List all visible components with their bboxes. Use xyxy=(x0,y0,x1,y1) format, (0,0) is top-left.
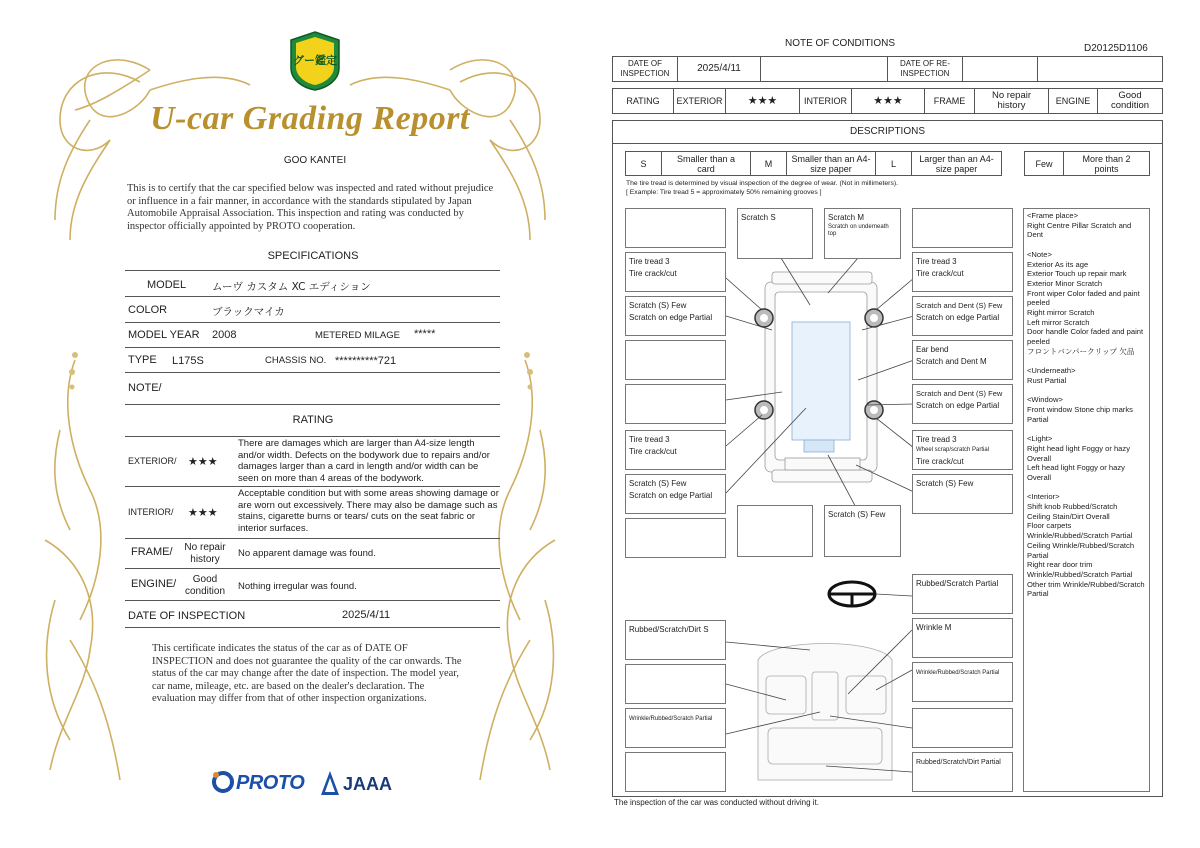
interior-label: INTERIOR/ xyxy=(128,507,174,517)
date-of-inspection-value-cell: 2025/4/11 xyxy=(677,56,761,82)
rating-label-cell: RATING xyxy=(612,88,674,114)
ext-box-left-5 xyxy=(625,430,726,470)
frame-label-cell: FRAME xyxy=(924,88,975,114)
descriptions-heading: DESCRIPTIONS xyxy=(849,126,925,137)
ext-box-left-6-line-2: Scratch on edge Partial xyxy=(629,491,713,500)
model-year-value: 2008 xyxy=(212,329,237,341)
ext-box-right-5 xyxy=(912,430,1013,470)
ext-box-bottom-center xyxy=(824,505,901,557)
type-label: TYPE xyxy=(128,354,157,366)
note-line: Left mirror Scratch xyxy=(1027,317,1090,327)
conditions-panel xyxy=(600,0,1200,848)
note-line: Right head light Foggy or hazy Overall xyxy=(1027,443,1130,463)
legend-s-code: S xyxy=(625,151,662,176)
type-value: L175S xyxy=(172,355,204,367)
exterior-label-cell: EXTERIOR xyxy=(673,88,726,114)
specifications-heading: SPECIFICATIONS xyxy=(267,250,359,262)
tire-note-2: [ Example: Tire tread 5 = approximately 50% remaining grooves ] xyxy=(626,189,822,196)
exterior-stars-cell: ★★★ xyxy=(725,88,800,114)
ext-box-left-2-line-1: Scratch (S) Few xyxy=(629,301,687,310)
note-line xyxy=(1027,483,1146,493)
int-box-right-2-text: Wrinkle M xyxy=(916,623,952,632)
ext-box-left-3 xyxy=(625,340,726,380)
ext-box-right-5-line-1: Tire tread 3 xyxy=(916,435,957,444)
ext-box-top-center-left-text: Scratch S xyxy=(741,213,776,222)
ext-box-right-1 xyxy=(912,252,1013,292)
int-box-right-3-text: Wrinkle/Rubbed/Scratch Partial xyxy=(916,670,1000,676)
metered-mileage-label: METERED MILAGE xyxy=(315,330,400,341)
certificate-footer: This certificate indicates the status of the car as of DATE OF INSPECTION and does not guarantee the quality of the car onwards. The status of the car may change after the date of inspection. The model year, car name, mileage, etc. are based on the dealer's declaration. The evaluation may differ from that of other inspection organizations. xyxy=(152,643,462,705)
conditions-footer: The inspection of the car was conducted without driving it. xyxy=(614,798,819,807)
legend-m-code: M xyxy=(750,151,787,176)
ext-box-right-4-line-2: Scratch on edge Partial xyxy=(916,401,1000,410)
ext-box-right-3-line-1: Ear bend xyxy=(916,345,949,354)
date-of-reinspection-label-cell: DATE OF RE-INSPECTION xyxy=(887,56,963,82)
int-box-right-1-text: Rubbed/Scratch Partial xyxy=(916,579,999,588)
tire-note-1: The tire tread is determined by visual inspection of the degree of wear. (Not in millimeters). xyxy=(626,180,898,187)
note-line: Other trim Wrinkle/Rubbed/Scratch Partial xyxy=(1027,579,1145,599)
ext-box-right-5-line-2: Wheel scrap/scratch Partial xyxy=(916,447,990,453)
ext-box-left-6 xyxy=(625,474,726,514)
ext-box-right-3-line-2: Scratch and Dent M xyxy=(916,357,987,366)
proto-logo-icon xyxy=(212,771,234,793)
ext-box-top-center-left xyxy=(737,208,813,259)
frame-desc: No apparent damage was found. xyxy=(238,548,376,559)
date-blank-cell xyxy=(760,56,888,82)
engine-label: ENGINE/ xyxy=(131,578,177,590)
note-line: フロントバンパークリップ 欠品 xyxy=(1027,346,1135,356)
ext-box-left-5-line-1: Tire tread 3 xyxy=(629,435,670,444)
ext-box-right-3 xyxy=(912,340,1013,380)
note-line xyxy=(1027,240,1146,250)
model-label: MODEL xyxy=(147,279,187,291)
engine-label-cell: ENGINE xyxy=(1048,88,1098,114)
ext-box-top-left xyxy=(625,208,726,248)
date-of-inspection-value: 2025/4/11 xyxy=(342,609,391,621)
note-line: Floor carpets Wrinkle/Rubbed/Scratch Partial xyxy=(1027,521,1133,541)
ext-box-left-1-line-1: Tire tread 3 xyxy=(629,257,670,266)
interior-label-cell: INTERIOR xyxy=(799,88,852,114)
ext-box-left-7 xyxy=(625,518,726,558)
note-line: Exterior Touch up repair mark xyxy=(1027,269,1127,279)
conditions-title: NOTE OF CONDITIONS xyxy=(785,38,895,49)
note-line: Ceiling Stain/Dirt Overall xyxy=(1027,511,1110,521)
note-line xyxy=(1027,386,1146,396)
rating-heading: RATING xyxy=(292,414,334,426)
note-line xyxy=(1027,357,1146,367)
jaaa-logo-icon xyxy=(320,770,340,796)
int-box-left-2 xyxy=(625,664,726,704)
date-of-reinspection-value-cell xyxy=(962,56,1038,82)
legend-s-desc: Smaller than a card xyxy=(661,151,751,176)
int-box-left-1 xyxy=(625,620,726,660)
exterior-desc: There are damages which are larger than A4-size length and/or width. Defects on the bodywork due to repairs and/or damages larger than a card in length and/or width can be seen on more than 4 areas of the bodywork. xyxy=(238,438,490,484)
ext-box-left-5-line-2: Tire crack/cut xyxy=(629,447,677,456)
note-line: Right mirror Scratch xyxy=(1027,308,1095,318)
ext-box-left-2-line-2: Scratch on edge Partial xyxy=(629,313,713,322)
note-line: Left head light Foggy or hazy Overall xyxy=(1027,463,1125,482)
ext-box-left-4 xyxy=(625,384,726,424)
ext-box-bottom-center-left xyxy=(737,505,813,557)
date-of-inspection-label-cell: DATE OF INSPECTION xyxy=(612,56,678,82)
note-line: Right Centre Pillar Scratch and Dent xyxy=(1027,220,1132,240)
color-label: COLOR xyxy=(128,304,168,316)
int-box-left-1-text: Rubbed/Scratch/Dirt S xyxy=(629,625,709,634)
note-line: Exterior As its age xyxy=(1027,259,1089,269)
ext-box-left-1 xyxy=(625,252,726,292)
legend-l-code: L xyxy=(875,151,912,176)
note-line: <Light> xyxy=(1027,434,1053,444)
notes-panel xyxy=(1023,208,1150,792)
certificate-intro: This is to certify that the car specified below was inspected and rated without prejudice or influence in a fair manner, in accordance with the standards stipulated by Japan Automobile Appraisal Association. This inspection and rating was conducted by inspector officially appointed by PROTO cooperation. xyxy=(127,183,494,232)
note-line: <Interior> xyxy=(1027,492,1060,502)
color-value: ブラックマイカ xyxy=(212,306,285,318)
note-line: Front wiper Color faded and paint peeled xyxy=(1027,288,1140,308)
note-line: Shift knob Rubbed/Scratch xyxy=(1027,502,1118,512)
chassis-value: **********721 xyxy=(335,355,397,367)
chassis-label: CHASSIS NO. xyxy=(265,355,327,366)
engine-value: Good condition xyxy=(184,574,226,597)
model-year-label: MODEL YEAR xyxy=(128,329,200,341)
note-label: NOTE/ xyxy=(128,382,162,394)
document-id: D20125D1106 xyxy=(1084,43,1148,54)
engine-value-cell: Good condition xyxy=(1097,88,1163,114)
int-box-right-5-text: Rubbed/Scratch/Dirt Partial xyxy=(916,759,1001,766)
frame-label: FRAME/ xyxy=(131,546,173,558)
jaaa-logo-text: JAAA xyxy=(343,774,393,794)
note-line xyxy=(1027,424,1146,434)
ext-box-right-1-line-2: Tire crack/cut xyxy=(916,269,964,278)
note-line: Rust Partial xyxy=(1027,375,1067,385)
ext-box-left-2 xyxy=(625,296,726,336)
int-box-right-5 xyxy=(912,752,1013,792)
badge-text: グー鑑定 xyxy=(293,54,337,67)
exterior-label: EXTERIOR/ xyxy=(128,456,177,466)
legend-m-desc: Smaller than an A4-size paper xyxy=(786,151,876,176)
proto-logo-text: PROTO xyxy=(236,772,305,794)
ext-box-top-center-right-sub: Scratch on underneath top xyxy=(828,224,889,237)
legend-few-code: Few xyxy=(1024,151,1064,176)
ext-box-right-4 xyxy=(912,384,1013,424)
note-line: <Underneath> xyxy=(1027,366,1076,376)
ext-box-bottom-center-text: Scratch (S) Few xyxy=(828,510,886,519)
engine-desc: Nothing irregular was found. xyxy=(238,581,357,592)
note-line: Front window Stone chip marks Partial xyxy=(1027,405,1133,424)
int-box-right-2 xyxy=(912,618,1013,658)
frame-value-cell: No repair history xyxy=(974,88,1049,114)
note-line: Ceiling Wrinkle/Rubbed/Scratch Partial xyxy=(1027,540,1135,560)
date-blank-cell-2 xyxy=(1037,56,1163,82)
ext-box-right-5-line-3: Tire crack/cut xyxy=(916,457,964,466)
interior-stars-cell: ★★★ xyxy=(851,88,925,114)
note-line: <Note> xyxy=(1027,249,1052,259)
ext-box-right-6-line-1: Scratch (S) Few xyxy=(916,479,974,488)
int-box-left-3-text: Wrinkle/Rubbed/Scratch Partial xyxy=(629,716,713,722)
certificate-title: U-car Grading Report xyxy=(150,100,470,137)
ext-box-right-2 xyxy=(912,296,1013,336)
metered-mileage-value: ***** xyxy=(414,328,436,340)
ext-box-top-right xyxy=(912,208,1013,248)
interior-stars: ★★★ xyxy=(188,506,218,519)
int-box-right-4 xyxy=(912,708,1013,748)
note-line: Exterior Minor Scratch xyxy=(1027,278,1103,288)
int-box-left-4 xyxy=(625,752,726,792)
ext-box-right-2-line-1: Scratch and Dent (S) Few xyxy=(916,301,1003,310)
frame-value: No repair history xyxy=(184,542,226,565)
ext-box-right-6 xyxy=(912,474,1013,514)
exterior-stars: ★★★ xyxy=(188,455,218,468)
legend-few-desc: More than 2 points xyxy=(1063,151,1150,176)
note-line: <Window> xyxy=(1027,395,1063,405)
note-line: <Frame place> xyxy=(1027,211,1079,220)
certificate-subtitle: GOO KANTEI xyxy=(283,155,347,166)
int-box-left-3 xyxy=(625,708,726,748)
int-box-right-1 xyxy=(912,574,1013,614)
ext-box-right-4-line-1: Scratch and Dent (S) Few xyxy=(916,389,1003,398)
ext-box-left-6-line-1: Scratch (S) Few xyxy=(629,479,687,488)
ext-box-top-center-right xyxy=(824,208,901,259)
ext-box-top-center-right-text: Scratch M xyxy=(828,213,865,222)
date-of-inspection-label: DATE OF INSPECTION xyxy=(128,610,246,622)
note-line: Right rear door trim Wrinkle/Rubbed/Scratch Partial xyxy=(1027,560,1133,579)
ext-box-right-2-line-2: Scratch on edge Partial xyxy=(916,313,1000,322)
model-value: ムーヴ カスタム XC エディション xyxy=(212,281,371,293)
interior-desc: Acceptable condition but with some areas showing damage or are worn out excessively. There may also be damage such as stains, cigarette burns or tears/ cuts on the seat fabric or interior surfaces. xyxy=(238,488,499,534)
legend-l-desc: Larger than an A4-size paper xyxy=(911,151,1002,176)
note-line: Door handle Color faded and paint peeled xyxy=(1027,327,1144,347)
ext-box-right-1-line-1: Tire tread 3 xyxy=(916,257,957,266)
ext-box-left-1-line-2: Tire crack/cut xyxy=(629,269,677,278)
int-box-right-3 xyxy=(912,662,1013,702)
